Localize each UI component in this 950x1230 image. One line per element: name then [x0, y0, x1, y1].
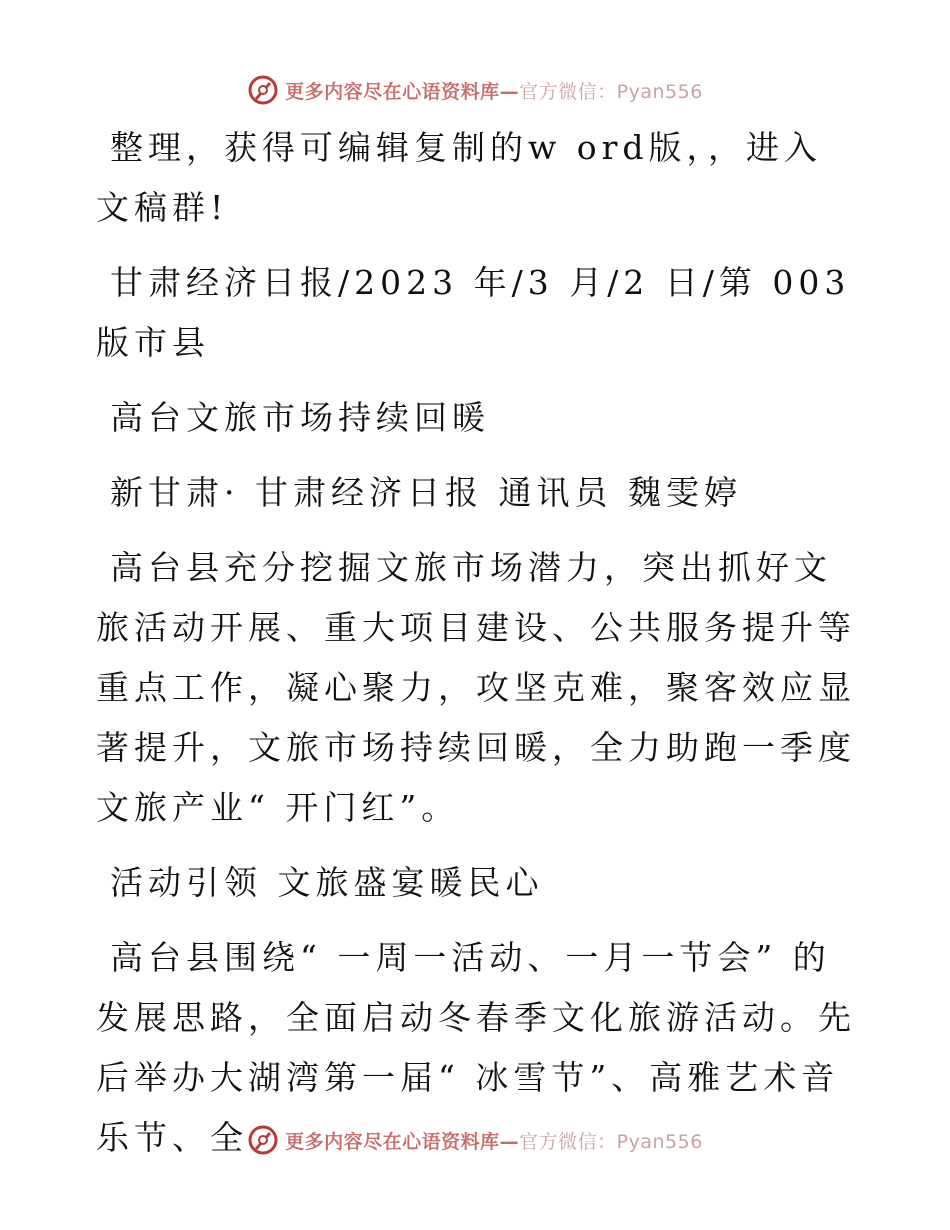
banner-text: 更多内容尽在心语资料库—官方微信：Pyan556: [285, 1130, 703, 1153]
source-line: 甘肃经济日报/2023 年/3 月/2 日/第 003 版市县: [96, 263, 851, 362]
byline: 新甘肃· 甘肃经济日报 通讯员 魏雯婷: [110, 473, 742, 512]
footer-banner: [0, 1120, 950, 1160]
banner-text: 更多内容尽在心语资料库—官方微信：Pyan556: [285, 80, 703, 103]
header-banner: [0, 70, 950, 110]
quill-logo-icon: [247, 1124, 279, 1156]
quill-logo-icon: [247, 74, 279, 106]
section-heading: 活动引领 文旅盛宴暖民心: [110, 863, 544, 902]
banner-contact: 官方微信：Pyan556: [519, 1130, 703, 1153]
article-title: 高台文旅市场持续回暖: [110, 398, 490, 437]
body-paragraph: 高台县围绕“ 一周一活动、一月一节会” 的发展思路，全面启动冬春季文化旅游活动。先后举办大湖湾第一届“ 冰雪节”、高雅艺术音乐节、全: [96, 938, 856, 1157]
document-body: [96, 118, 856, 1183]
banner-contact: 官方微信：Pyan556: [519, 80, 703, 103]
body-paragraph: 高台县充分挖掘文旅市场潜力，突出抓好文旅活动开展、重大项目建设、公共服务提升等重点工作，凝心聚力，攻坚克难，聚客效应显著提升，文旅市场持续回暖，全力助跑一季度文旅产业“ 开门红”。: [96, 548, 856, 827]
intro-paragraph: 整理，获得可编辑复制的w ord版，，进入文稿群!: [96, 128, 823, 227]
